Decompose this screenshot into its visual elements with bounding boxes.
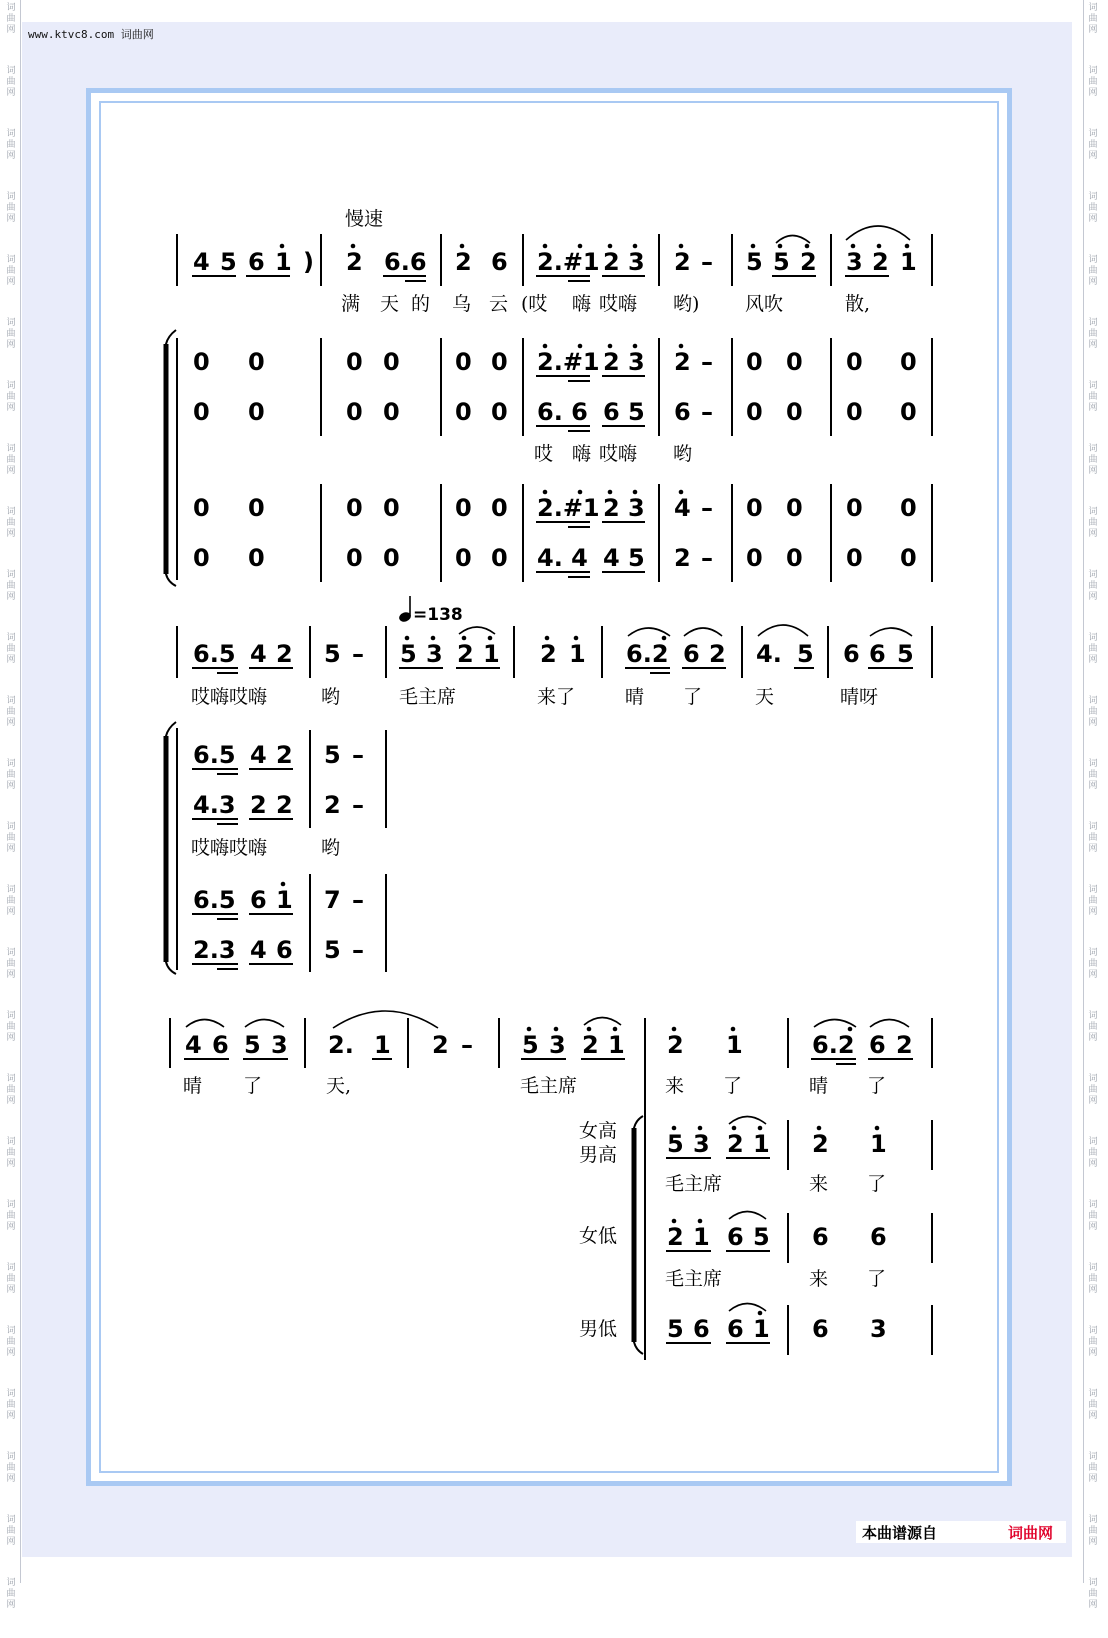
svg-text:4: 4: [250, 640, 267, 668]
svg-text:女低: 女低: [579, 1225, 618, 1247]
svg-text:晴呀: 晴呀: [840, 686, 879, 708]
svg-text:2: 2: [276, 791, 293, 819]
watermark-block: 词 曲 网: [1088, 1200, 1098, 1232]
svg-text:–: –: [461, 1031, 473, 1059]
high-dot: [633, 244, 638, 249]
svg-text:3: 3: [628, 494, 645, 522]
metronome-mark: [398, 596, 463, 625]
system1-choir-upper: [193, 338, 932, 436]
svg-text:2: 2: [674, 544, 691, 572]
system3-parts-bracket: [634, 1116, 643, 1354]
svg-text:5: 5: [324, 640, 341, 668]
svg-text:0: 0: [746, 494, 763, 522]
svg-text:2.#1: 2.#1: [537, 348, 600, 376]
lyric: 哎嗨: [599, 293, 638, 315]
svg-text:2: 2: [709, 640, 726, 668]
watermark-block: 词 曲 网: [1088, 129, 1098, 161]
high-dot: [679, 244, 684, 249]
lyric: 天: [380, 293, 400, 315]
watermark-block: 词 曲 网: [1088, 507, 1098, 539]
svg-text:0: 0: [383, 494, 400, 522]
svg-text:2: 2: [250, 791, 267, 819]
watermark-block: 词 曲 网: [6, 66, 16, 98]
svg-text:5: 5: [897, 640, 914, 668]
svg-text:来: 来: [809, 1268, 829, 1290]
watermark-block: 词 曲 网: [1088, 1515, 1098, 1547]
watermark-block: 词 曲 网: [1088, 1074, 1098, 1106]
svg-text:6: 6: [870, 1223, 887, 1251]
note: 4: [193, 248, 210, 276]
svg-text:了: 了: [723, 1075, 743, 1097]
svg-text:6: 6: [812, 1223, 829, 1251]
svg-text:0: 0: [846, 494, 863, 522]
note: 6: [248, 248, 265, 276]
svg-text:0: 0: [193, 544, 210, 572]
svg-text:2: 2: [674, 348, 691, 376]
svg-text:0: 0: [900, 494, 917, 522]
svg-text:5: 5: [244, 1031, 261, 1059]
watermark-block: 词 曲 网: [1088, 381, 1098, 413]
svg-text:0: 0: [383, 398, 400, 426]
svg-text:0: 0: [193, 494, 210, 522]
svg-text:5: 5: [628, 398, 645, 426]
svg-text:0: 0: [786, 348, 803, 376]
svg-text:0: 0: [346, 544, 363, 572]
svg-text:1: 1: [276, 886, 293, 914]
svg-text:了: 了: [867, 1075, 887, 1097]
watermark-block: 词 曲 网: [1088, 3, 1098, 35]
svg-text:2.: 2.: [328, 1031, 354, 1059]
svg-text:6.5: 6.5: [193, 741, 236, 769]
svg-text:毛主席: 毛主席: [399, 686, 457, 708]
note: 5: [746, 248, 763, 276]
watermark-block: 词 曲 网: [6, 1452, 16, 1484]
high-dot: [905, 244, 910, 249]
svg-text:6. 6: 6. 6: [537, 398, 588, 426]
svg-text:0: 0: [786, 544, 803, 572]
svg-text:5: 5: [324, 741, 341, 769]
lyric: 风吹: [745, 293, 784, 315]
svg-text:–: –: [352, 886, 364, 914]
svg-text:毛主席: 毛主席: [665, 1268, 723, 1290]
svg-text:来: 来: [809, 1173, 829, 1195]
note: 2: [872, 248, 889, 276]
footer-brand-link[interactable]: 词曲网: [1008, 1524, 1054, 1542]
system3-lyrics: [183, 1075, 886, 1097]
svg-text:0: 0: [346, 348, 363, 376]
footer-source-banner: [856, 1521, 1066, 1543]
svg-text:6: 6: [674, 398, 691, 426]
svg-text:0: 0: [455, 494, 472, 522]
high-dot: [351, 244, 356, 249]
note: 2: [455, 248, 472, 276]
svg-text:0: 0: [491, 494, 508, 522]
svg-text:2.3: 2.3: [193, 936, 236, 964]
watermark-block: 词 曲 网: [1088, 759, 1098, 791]
svg-text:2: 2: [432, 1031, 449, 1059]
watermark-block: 词 曲 网: [6, 255, 16, 287]
svg-text:2: 2: [603, 494, 620, 522]
svg-text:6.2: 6.2: [812, 1031, 855, 1059]
watermark-block: 词 曲 网: [1088, 633, 1098, 665]
svg-text:哎嗨哎嗨: 哎嗨哎嗨: [191, 837, 268, 859]
watermark-block: 词 曲 网: [1088, 885, 1098, 917]
watermark-block: 词 曲 网: [1088, 948, 1098, 980]
lyric: 云: [489, 293, 509, 315]
svg-text:4: 4: [250, 741, 267, 769]
svg-text:0: 0: [746, 398, 763, 426]
svg-text:0: 0: [491, 544, 508, 572]
svg-text:6: 6: [727, 1315, 744, 1343]
system1-choir-lower: [193, 484, 932, 582]
svg-text:2.#1: 2.#1: [537, 494, 600, 522]
dash: –: [701, 248, 713, 276]
svg-text:0: 0: [383, 544, 400, 572]
watermark-block: 词 曲 网: [1088, 1578, 1098, 1610]
svg-text:0: 0: [491, 398, 508, 426]
svg-text:0: 0: [455, 398, 472, 426]
svg-text:5: 5: [667, 1315, 684, 1343]
svg-text:=138: =138: [413, 605, 463, 625]
watermark-block: 词 曲 网: [6, 507, 16, 539]
note: 2: [800, 248, 817, 276]
svg-text:–: –: [352, 640, 364, 668]
system3-parts: [665, 1117, 932, 1356]
svg-text:6: 6: [603, 398, 620, 426]
svg-text:5: 5: [324, 936, 341, 964]
svg-text:0: 0: [193, 348, 210, 376]
svg-text:4: 4: [250, 936, 267, 964]
lyric: (哎: [521, 293, 548, 315]
note: 5: [220, 248, 237, 276]
watermark-block: 词 曲 网: [6, 1515, 16, 1547]
svg-text:2: 2: [276, 640, 293, 668]
system1-melody: [177, 226, 932, 286]
watermark-block: 词 曲 网: [6, 570, 16, 602]
svg-text:0: 0: [455, 544, 472, 572]
watermark-block: 词 曲 网: [1088, 192, 1098, 224]
lyric: 嗨: [572, 293, 592, 315]
svg-text:哟: 哟: [321, 686, 341, 708]
svg-text:–: –: [701, 348, 713, 376]
svg-text:2: 2: [667, 1031, 684, 1059]
svg-text:4.: 4.: [756, 640, 782, 668]
svg-text:1: 1: [608, 1031, 625, 1059]
svg-text:6: 6: [212, 1031, 229, 1059]
svg-text:6: 6: [727, 1223, 744, 1251]
watermark-block: 词 曲 网: [1088, 255, 1098, 287]
svg-text:0: 0: [900, 544, 917, 572]
svg-text:0: 0: [491, 348, 508, 376]
svg-text:6: 6: [869, 1031, 886, 1059]
watermark-block: 词 曲 网: [6, 1326, 16, 1358]
watermark-block: 词 曲 网: [6, 1011, 16, 1043]
high-dot: [543, 244, 548, 249]
svg-text:哟: 哟: [673, 443, 693, 465]
svg-text:5: 5: [797, 640, 814, 668]
watermark-block: 词 曲 网: [6, 633, 16, 665]
watermark-block: 词 曲 网: [1088, 444, 1098, 476]
svg-text:天,: 天,: [326, 1075, 352, 1097]
note: 6.6: [384, 248, 427, 276]
svg-text:3: 3: [870, 1315, 887, 1343]
svg-text:0: 0: [746, 348, 763, 376]
svg-text:6: 6: [812, 1315, 829, 1343]
svg-text:–: –: [352, 741, 364, 769]
watermark-block: 词 曲 网: [6, 318, 16, 350]
watermark-block: 词 曲 网: [1088, 1137, 1098, 1169]
note: 6: [491, 248, 508, 276]
svg-text:哟: 哟: [321, 837, 341, 859]
watermark-block: 词 曲 网: [1088, 1263, 1098, 1295]
svg-text:0: 0: [248, 544, 265, 572]
svg-text:0: 0: [846, 348, 863, 376]
svg-text:2: 2: [582, 1031, 599, 1059]
system1-choir-lyrics: [534, 443, 692, 465]
svg-text:来: 来: [665, 1075, 685, 1097]
watermark-block: 词 曲 网: [1088, 1011, 1098, 1043]
svg-text:了: 了: [243, 1075, 263, 1097]
high-dot: [608, 244, 613, 249]
svg-text:1: 1: [753, 1130, 770, 1158]
tie: [776, 236, 810, 244]
svg-text:1: 1: [374, 1031, 391, 1059]
svg-text:0: 0: [248, 348, 265, 376]
svg-text:晴: 晴: [625, 686, 645, 708]
svg-text:4: 4: [674, 494, 691, 522]
svg-text:2: 2: [667, 1223, 684, 1251]
watermark-block: 词 曲 网: [6, 1137, 16, 1169]
watermark-block: 词 曲 网: [6, 444, 16, 476]
svg-text:6.2: 6.2: [626, 640, 669, 668]
svg-text:0: 0: [786, 494, 803, 522]
svg-text:6: 6: [683, 640, 700, 668]
svg-text:0: 0: [455, 348, 472, 376]
note: 3: [846, 248, 863, 276]
svg-text:6.5: 6.5: [193, 640, 236, 668]
lyric: 哟): [673, 293, 700, 315]
note: 2: [674, 248, 691, 276]
high-dot: [578, 244, 583, 249]
high-dot: [778, 244, 783, 249]
svg-text:5: 5: [522, 1031, 539, 1059]
note: 3: [628, 248, 645, 276]
svg-text:0: 0: [248, 398, 265, 426]
svg-text:3: 3: [426, 640, 443, 668]
voice-labels: [579, 1120, 617, 1340]
watermark-block: 词 曲 网: [6, 129, 16, 161]
svg-text:2: 2: [540, 640, 557, 668]
svg-text:哎: 哎: [534, 443, 554, 465]
svg-text:了: 了: [683, 686, 703, 708]
note: 1: [275, 248, 292, 276]
watermark-block: 词 曲 网: [1088, 1452, 1098, 1484]
high-dot: [877, 244, 882, 249]
paren: ): [303, 248, 314, 276]
svg-text:0: 0: [786, 398, 803, 426]
lyric: 的: [411, 293, 431, 315]
footer-source-text: 本曲谱源自: [862, 1524, 938, 1542]
system2-lyrics: [191, 686, 878, 708]
svg-text:晴: 晴: [183, 1075, 203, 1097]
svg-text:–: –: [701, 544, 713, 572]
svg-text:哎嗨哎嗨: 哎嗨哎嗨: [191, 686, 268, 708]
system2-melody: [177, 625, 932, 678]
svg-text:5: 5: [400, 640, 417, 668]
note: 1: [900, 248, 917, 276]
note: 5: [773, 248, 790, 276]
svg-text:1: 1: [693, 1223, 710, 1251]
system2-choir-bracket: [166, 722, 177, 974]
svg-text:0: 0: [846, 544, 863, 572]
svg-text:2: 2: [324, 791, 341, 819]
watermark-block: 词 曲 网: [1088, 822, 1098, 854]
svg-text:女高: 女高: [579, 1120, 618, 1142]
watermark-block: 词 曲 网: [6, 381, 16, 413]
svg-text:晴: 晴: [809, 1075, 829, 1097]
system1-choir-bracket: [166, 330, 177, 586]
watermark-block: 词 曲 网: [6, 1578, 16, 1610]
svg-text:0: 0: [900, 398, 917, 426]
watermark-block: 词 曲 网: [1088, 570, 1098, 602]
svg-text:来了: 来了: [537, 686, 576, 708]
watermark-block: 词 曲 网: [6, 1389, 16, 1421]
watermark-block: 词 曲 网: [1088, 318, 1098, 350]
svg-text:–: –: [701, 494, 713, 522]
svg-text:–: –: [352, 791, 364, 819]
svg-text:6: 6: [869, 640, 886, 668]
svg-text:–: –: [701, 398, 713, 426]
svg-text:1: 1: [726, 1031, 743, 1059]
svg-text:5: 5: [667, 1130, 684, 1158]
watermark-block: 词 曲 网: [6, 192, 16, 224]
tempo-slow: 慢速: [345, 208, 384, 230]
svg-text:6: 6: [843, 640, 860, 668]
watermark-block: 词 曲 网: [6, 1200, 16, 1232]
svg-text:6: 6: [276, 936, 293, 964]
lyric: 乌: [452, 293, 472, 315]
watermark-block: 词 曲 网: [6, 696, 16, 728]
svg-text:毛主席: 毛主席: [520, 1075, 578, 1097]
svg-text:0: 0: [900, 348, 917, 376]
watermark-block: 词 曲 网: [1088, 1326, 1098, 1358]
svg-text:0: 0: [193, 398, 210, 426]
svg-text:男高: 男高: [579, 1144, 618, 1166]
svg-text:4.3: 4.3: [193, 791, 236, 819]
svg-text:哎嗨: 哎嗨: [599, 443, 638, 465]
svg-text:嗨: 嗨: [572, 443, 592, 465]
svg-text:2: 2: [276, 741, 293, 769]
svg-text:1: 1: [569, 640, 586, 668]
svg-text:2: 2: [896, 1031, 913, 1059]
svg-text:4. 4: 4. 4: [537, 544, 588, 572]
watermark-block: 词 曲 网: [6, 885, 16, 917]
svg-text:–: –: [352, 936, 364, 964]
high-dot: [851, 244, 856, 249]
svg-text:3: 3: [271, 1031, 288, 1059]
svg-text:天: 天: [755, 686, 775, 708]
svg-text:1: 1: [870, 1130, 887, 1158]
watermark-block: 词 曲 网: [6, 1074, 16, 1106]
lyric: 散,: [845, 293, 871, 315]
site-url: www.ktvc8.com 词曲网: [28, 28, 154, 41]
svg-text:3: 3: [549, 1031, 566, 1059]
svg-text:0: 0: [248, 494, 265, 522]
svg-text:男低: 男低: [579, 1318, 618, 1340]
svg-text:3: 3: [628, 348, 645, 376]
svg-text:4: 4: [603, 544, 620, 572]
note: 2: [346, 248, 363, 276]
watermark-block: 词 曲 网: [6, 822, 16, 854]
svg-text:0: 0: [346, 398, 363, 426]
svg-text:0: 0: [346, 494, 363, 522]
watermark-block: 词 曲 网: [1088, 66, 1098, 98]
svg-text:2: 2: [727, 1130, 744, 1158]
svg-text:7: 7: [324, 886, 341, 914]
svg-text:1: 1: [753, 1315, 770, 1343]
svg-text:6: 6: [250, 886, 267, 914]
svg-text:6.5: 6.5: [193, 886, 236, 914]
watermark-block: 词 曲 网: [1088, 696, 1098, 728]
high-dot: [280, 244, 285, 249]
watermark-block: 词 曲 网: [6, 759, 16, 791]
lyric: 满: [341, 293, 361, 315]
svg-text:5: 5: [753, 1223, 770, 1251]
svg-text:0: 0: [383, 348, 400, 376]
svg-text:了: 了: [867, 1173, 887, 1195]
watermark-block: 词 曲 网: [6, 3, 16, 35]
note: 2.#1: [537, 248, 600, 276]
high-dot: [460, 244, 465, 249]
svg-text:6: 6: [693, 1315, 710, 1343]
tie: [846, 226, 910, 240]
svg-text:2: 2: [603, 348, 620, 376]
svg-text:0: 0: [746, 544, 763, 572]
high-dot: [805, 244, 810, 249]
watermark-block: 词 曲 网: [6, 1263, 16, 1295]
svg-text:4: 4: [185, 1031, 202, 1059]
svg-text:2: 2: [812, 1130, 829, 1158]
system2-choir: [191, 730, 386, 972]
svg-text:1: 1: [483, 640, 500, 668]
svg-text:毛主席: 毛主席: [665, 1173, 723, 1195]
system1-lyrics: [341, 293, 870, 315]
svg-text:5: 5: [628, 544, 645, 572]
watermark-block: 词 曲 网: [6, 948, 16, 980]
watermark-block: 词 曲 网: [1088, 1389, 1098, 1421]
note: 2: [603, 248, 620, 276]
svg-text:2: 2: [457, 640, 474, 668]
high-dot: [751, 244, 756, 249]
svg-text:了: 了: [867, 1268, 887, 1290]
svg-text:0: 0: [846, 398, 863, 426]
svg-text:3: 3: [693, 1130, 710, 1158]
